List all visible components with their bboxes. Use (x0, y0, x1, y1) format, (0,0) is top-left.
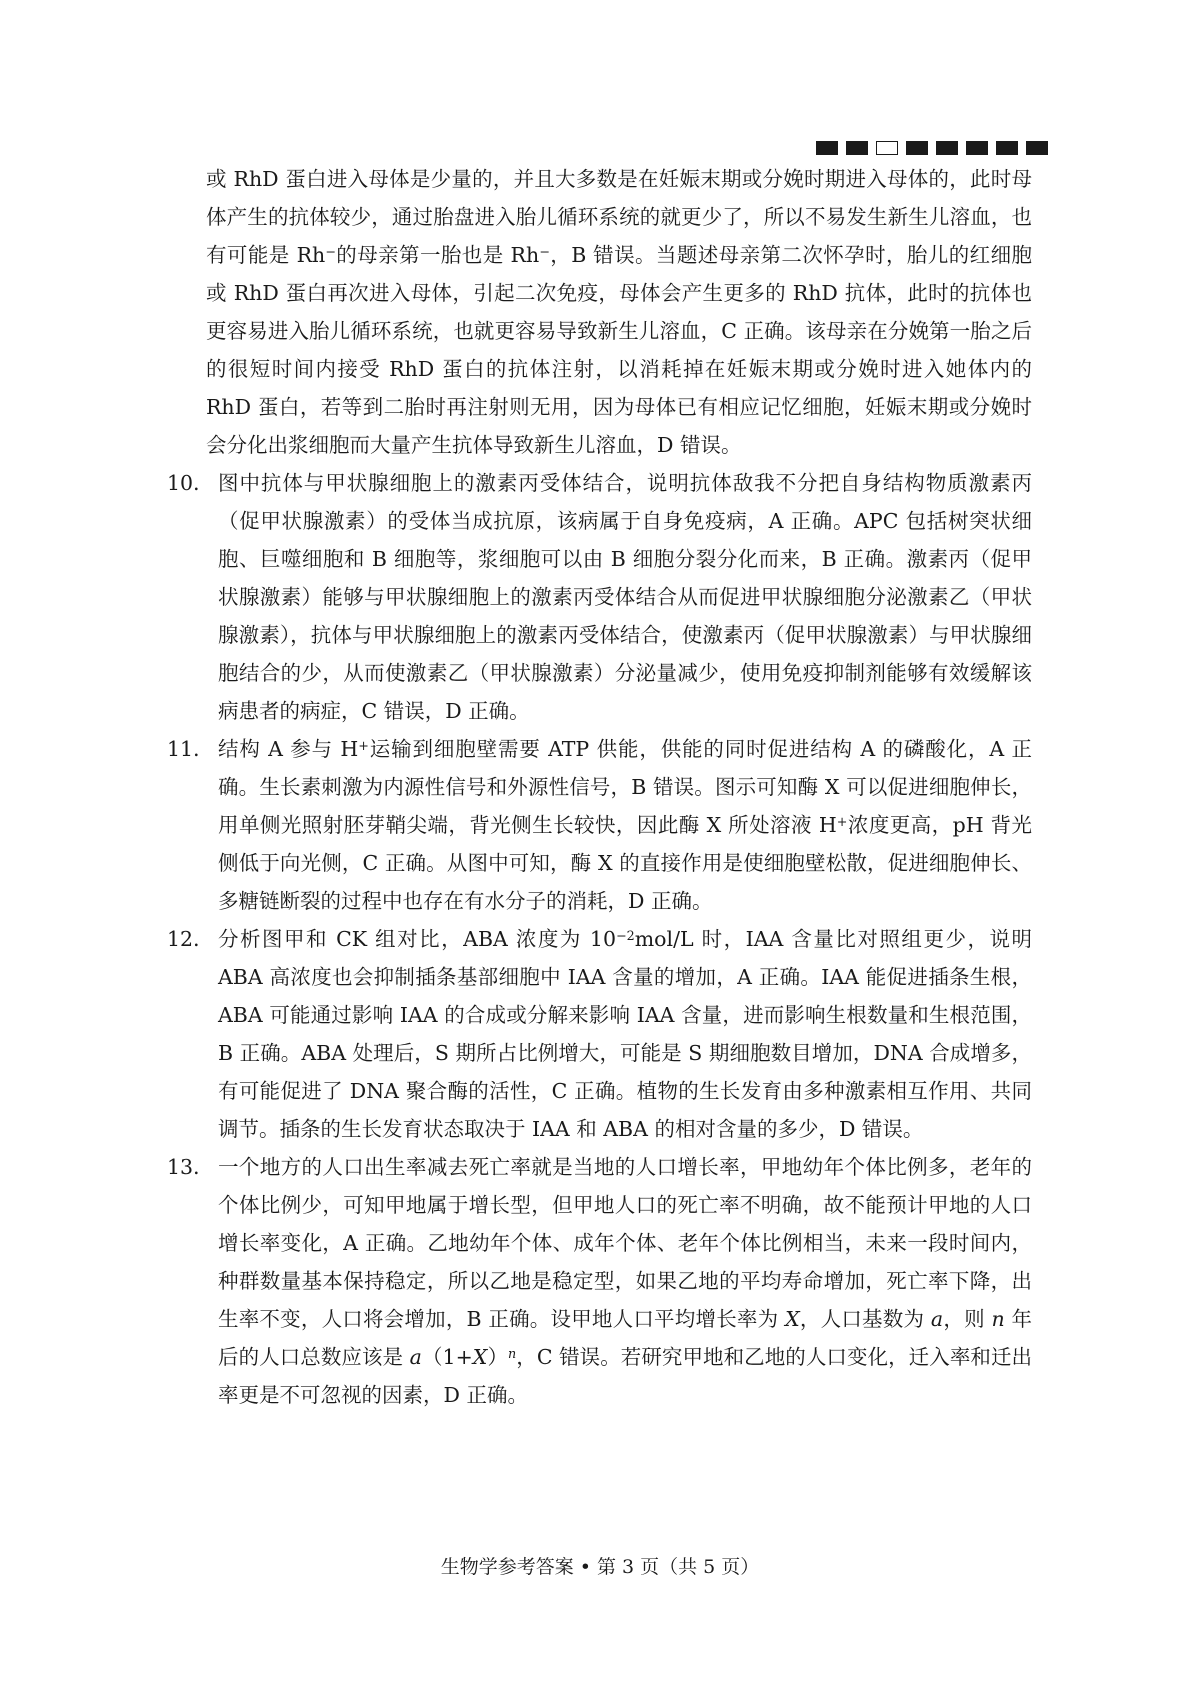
empty-square-mark (876, 141, 898, 155)
continuation-paragraph: 或 RhD 蛋白进入母体是少量的，并且大多数是在妊娠末期或分娩时期进入母体的，此时母体产生的抗体较少，通过胎盘进入胎儿循环系统的就更少了，所以不易发生新生儿溶血，也有可能是 Rh−的母亲第一胎也是 Rh−，B 错误。当题述母亲第二次怀孕时，胎儿的红细胞或 RhD 蛋白再次进入母体，引起二次免疫，母体会产生更多的 RhD 抗体，此时的抗体也更容易进入胎儿循环系统，也就更容易导致新生儿溶血，C 正确。该母亲在分娩第一胎之后的很短时间内接受 RhD 蛋白的抗体注射，以消耗掉在妊娠末期或分娩时进入她体内的 RhD 蛋白，若等到二胎时再注射则无用，因为母体已有相应记忆细胞，妊娠末期或分娩时会分化出浆细胞而大量产生抗体导致新生儿溶血，D 错误。 (206, 167, 1032, 457)
filled-square-mark (996, 141, 1018, 155)
header-marks (816, 141, 1048, 156)
item-number: 10． (167, 471, 214, 495)
answer-content (167, 160, 1033, 1414)
answer-item-12 (167, 920, 1032, 1148)
item-number: 11． (167, 737, 214, 761)
answer-text: 结构 A 参与 H+运输到细胞壁需要 ATP 供能，供能的同时促进结构 A 的磷酸化，A 正确。生长素刺激为内源性信号和外源性信号，B 错误。图示可知酶 X 可以促进细胞伸长，用单侧光照射胚芽鞘尖端，背光侧生长较快，因此酶 X 所处溶液 H+浓度更高，pH 背光侧低于向光侧，C 正确。从图中可知，酶 X 的直接作用是使细胞壁松散，促进细胞伸长、多糖链断裂的过程中也存在有水分子的消耗，D 正确。 (218, 737, 1033, 913)
filled-square-mark (846, 141, 868, 155)
answer-text: 分析图甲和 CK 组对比，ABA 浓度为 $10^{-2}mol/L$ 时，IAA 含量比对照组更少，说明 ABA 高浓度也会抑制插条基部细胞中 IAA 含量的增加，A 正确。IAA 能促进插条生根，ABA 可能通过影响 IAA 的合成或分解来影响 IAA 含量，进而影响生根数量和生根范围，B 正确。ABA 处理后，S 期所占比例增大，可能是 S 期细胞数目增加，DNA 合成增多，有可能促进了 DNA 聚合酶的活性，C 正确。植物的生长发育由多种激素相互作用、共同调节。插条的生长发育状态取决于 IAA 和 ABA 的相对含量的多少，D 错误。 (218, 927, 1032, 1141)
filled-square-mark (936, 141, 958, 155)
answer-item-10 (167, 464, 1032, 730)
answer-text: 一个地方的人口出生率减去死亡率就是当地的人口增长率，甲地幼年个体比例多，老年的个体比例少，可知甲地属于增长型，但甲地人口的死亡率不明确，故不能预计甲地的人口增长率变化，A 正确。乙地幼年个体、成年个体、老年个体比例相当，未来一段时间内，种群数量基本保持稳定，所以乙地是稳定型，如果乙地的平均寿命增加，死亡率下降，出生率不变，人口将会增加，B 正确。设甲地人口平均增长率为 X，人口基数为 a，则 n 年后的人口总数应该是 $a(1+X)^n$，C 错误。若研究甲地和乙地的人口变化，迁入率和迁出率更是不可忽视的因素，D 正确。 (218, 1155, 1033, 1407)
filled-square-mark (816, 141, 838, 155)
filled-square-mark (1026, 141, 1048, 155)
answer-item-11 (167, 730, 1033, 920)
answer-item-13 (167, 1148, 1033, 1414)
item-number: 12． (167, 927, 214, 951)
item-number: 13． (167, 1155, 214, 1179)
filled-square-mark (966, 141, 988, 155)
filled-square-mark (906, 141, 928, 155)
page-footer: 生物学参考答案 • 第 3 页（共 5 页） (440, 1556, 760, 1578)
answer-text: 图中抗体与甲状腺细胞上的激素丙受体结合，说明抗体敌我不分把自身结构物质激素丙（促甲状腺激素）的受体当成抗原，该病属于自身免疫病，A 正确。APC 包括树突状细胞、巨噬细胞和 B 细胞等，浆细胞可以由 B 细胞分裂分化而来，B 正确。激素丙（促甲状腺激素）能够与甲状腺细胞上的激素丙受体结合从而促进甲状腺细胞分泌激素乙（甲状腺激素），抗体与甲状腺细胞上的激素丙受体结合，使激素丙（促甲状腺激素）与甲状腺细胞结合的少，从而使激素乙（甲状腺激素）分泌量减少，使用免疫抑制剂能够有效缓解该病患者的病症，C 错误，D 正确。 (218, 471, 1032, 723)
